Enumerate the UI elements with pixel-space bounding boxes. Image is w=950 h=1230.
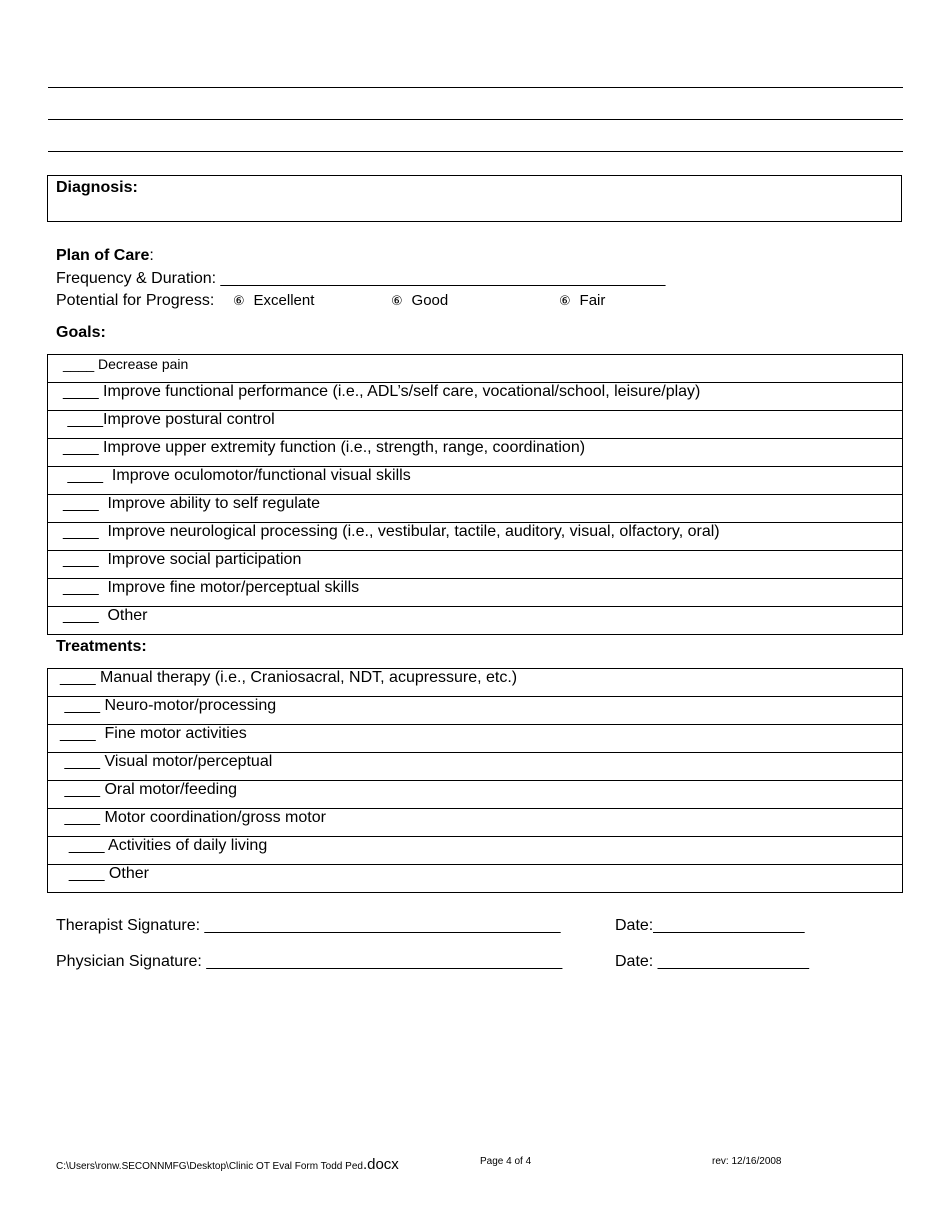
treatment-row[interactable]	[48, 837, 903, 865]
physician-date[interactable]: Date: _________________	[615, 953, 809, 970]
goal-item: ____ Improve social participation	[48, 551, 903, 579]
physician-signature-blank[interactable]: ________________________________________	[206, 953, 563, 970]
goal-row[interactable]	[48, 467, 903, 495]
option-label: Good	[411, 292, 449, 309]
treatment-item: ____ Activities of daily living	[48, 837, 903, 865]
treatment-row[interactable]	[48, 781, 903, 809]
goals-table	[47, 354, 903, 635]
radio-icon: ⑥	[559, 294, 571, 309]
goal-item: ____ Improve functional performance (i.e., ADL’s/self care, vocational/school, leisure/play)	[48, 383, 903, 411]
therapist-signature-blank[interactable]: ________________________________________	[204, 917, 561, 934]
plan-of-care-heading	[56, 246, 154, 266]
footer-path	[56, 1156, 399, 1173]
treatment-item: ____ Oral motor/feeding	[48, 781, 903, 809]
treatments-table	[47, 668, 903, 893]
treatment-row[interactable]	[48, 865, 903, 893]
goal-row[interactable]	[48, 523, 903, 551]
blank-line-1	[48, 87, 903, 88]
footer-ext: .docx	[362, 1156, 399, 1173]
radio-icon: ⑥	[391, 294, 403, 309]
goal-row[interactable]	[48, 355, 903, 383]
option-fair[interactable]	[559, 291, 605, 312]
physician-signature-label: Physician Signature:	[56, 953, 207, 970]
footer-page: Page 4 of 4	[480, 1156, 532, 1167]
goal-item: ____ Improve oculomotor/functional visual skills	[48, 467, 903, 495]
blank-line-2	[48, 119, 903, 120]
treatment-row[interactable]	[48, 753, 903, 781]
goal-item: ____ Decrease pain	[48, 355, 903, 383]
goal-item: ____ Improve fine motor/perceptual skills	[48, 579, 903, 607]
treatment-row[interactable]	[48, 809, 903, 837]
potential-label: Potential for Progress:	[56, 292, 215, 309]
goal-row[interactable]	[48, 383, 903, 411]
physician-signature-row	[56, 952, 562, 972]
frequency-blank[interactable]: __________________________________________________	[220, 270, 666, 287]
diagnosis-label: Diagnosis:	[56, 179, 138, 196]
goal-item: ____ Other	[48, 607, 903, 635]
goal-item: ____ Improve neurological processing (i.e., vestibular, tactile, auditory, visual, olfactory, oral)	[48, 523, 903, 551]
therapist-signature-label: Therapist Signature:	[56, 917, 205, 934]
goal-row[interactable]	[48, 495, 903, 523]
goal-item: ____ Improve ability to self regulate	[48, 495, 903, 523]
plan-of-care-colon: :	[149, 247, 154, 264]
goal-row[interactable]	[48, 579, 903, 607]
goal-row[interactable]	[48, 607, 903, 635]
treatment-item: ____ Manual therapy (i.e., Craniosacral, NDT, acupressure, etc.)	[48, 669, 903, 697]
treatment-row[interactable]	[48, 697, 903, 725]
treatment-item: ____ Motor coordination/gross motor	[48, 809, 903, 837]
footer-rev: rev: 12/16/2008	[712, 1156, 782, 1167]
treatment-item: ____ Neuro-motor/processing	[48, 697, 903, 725]
plan-of-care-title: Plan of Care	[56, 247, 150, 264]
treatment-item: ____ Visual motor/perceptual	[48, 753, 903, 781]
option-good[interactable]	[391, 291, 448, 312]
frequency-duration-row	[56, 269, 665, 289]
option-label: Excellent	[253, 292, 315, 309]
diagnosis-box[interactable]	[47, 175, 902, 222]
therapist-signature-row	[56, 916, 560, 936]
frequency-label: Frequency & Duration:	[56, 270, 221, 287]
goal-row[interactable]	[48, 411, 903, 439]
option-label: Fair	[579, 292, 606, 309]
therapist-date[interactable]: Date:_________________	[615, 917, 805, 934]
goal-item: ____ Improve upper extremity function (i.e., strength, range, coordination)	[48, 439, 903, 467]
radio-icon: ⑥	[233, 294, 245, 309]
treatment-item: ____ Fine motor activities	[48, 725, 903, 753]
footer-path-text: C:\Users\ronw.SECONNMFG\Desktop\Clinic OT Eval Form Todd Ped	[56, 1161, 363, 1172]
goals-title: Goals:	[56, 324, 106, 341]
treatments-title: Treatments:	[56, 638, 147, 655]
option-excellent[interactable]	[233, 291, 314, 312]
blank-line-3	[48, 151, 903, 152]
goal-row[interactable]	[48, 439, 903, 467]
goal-item: ____Improve postural control	[48, 411, 903, 439]
treatment-row[interactable]	[48, 725, 903, 753]
goal-row[interactable]	[48, 551, 903, 579]
treatment-item: ____ Other	[48, 865, 903, 893]
treatment-row[interactable]	[48, 669, 903, 697]
